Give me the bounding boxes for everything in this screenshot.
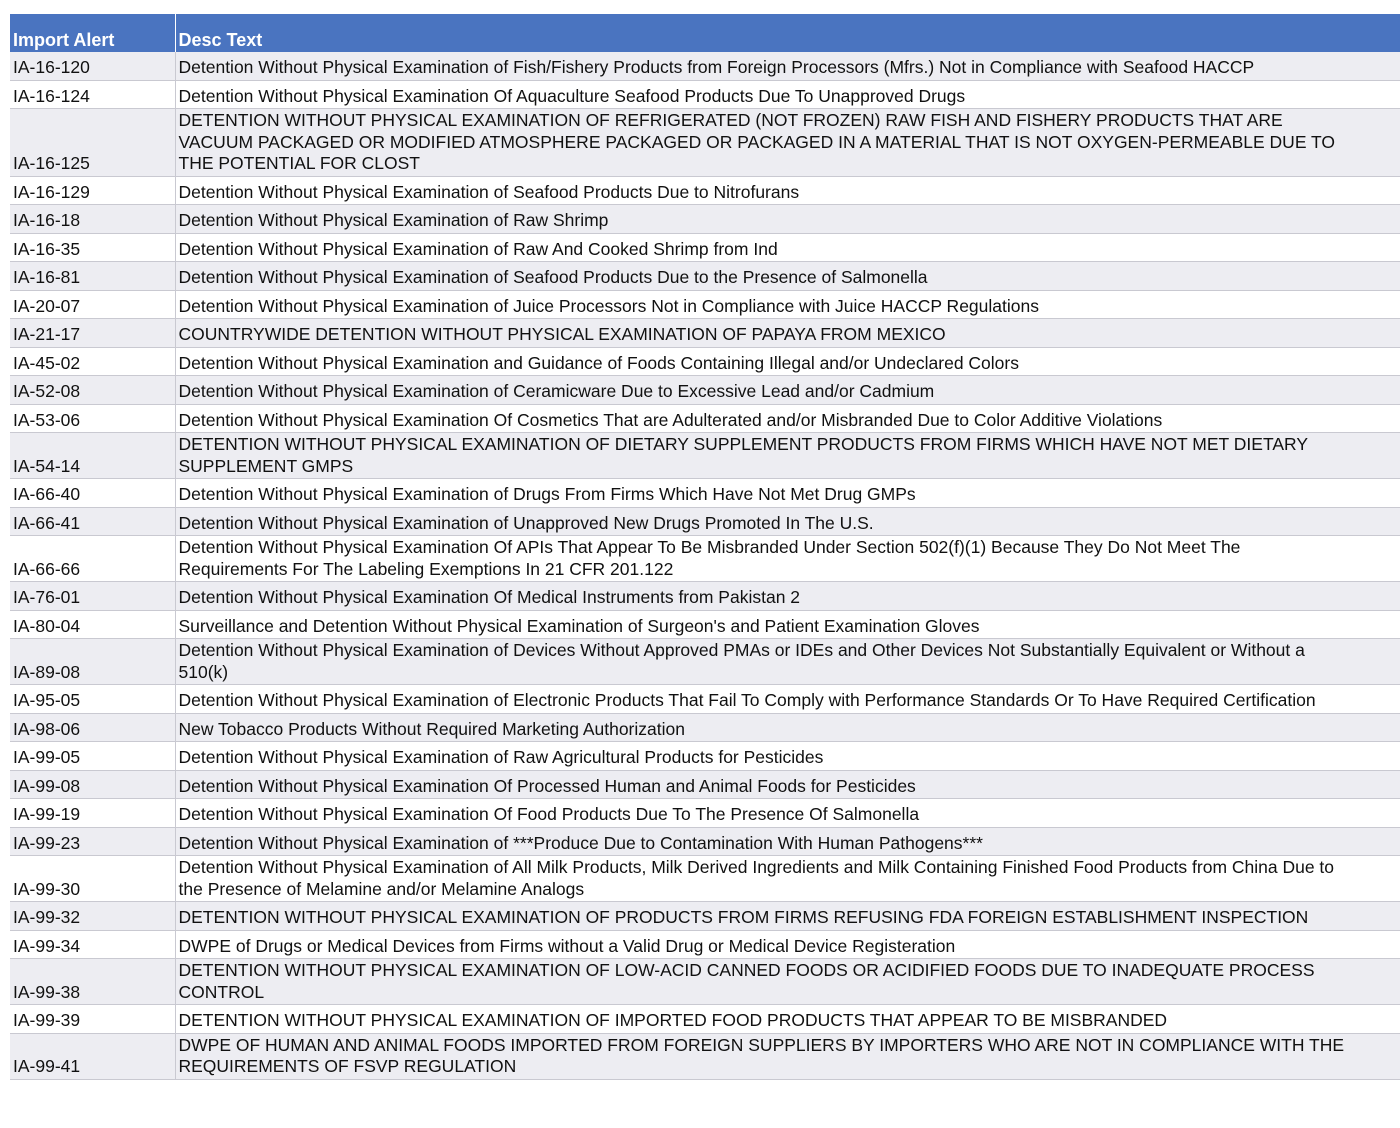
table-row <box>10 770 1400 799</box>
desc-text-cell[interactable]: COUNTRYWIDE DETENTION WITHOUT PHYSICAL EXAMINATION OF PAPAYA FROM MEXICO <box>175 319 1400 348</box>
import-alert-cell[interactable]: IA-45-02 <box>10 347 175 376</box>
table-row <box>10 1033 1400 1079</box>
import-alert-cell[interactable]: IA-21-17 <box>10 319 175 348</box>
import-alert-cell[interactable]: IA-99-32 <box>10 902 175 931</box>
table-row <box>10 52 1400 80</box>
desc-text-cell[interactable]: DETENTION WITHOUT PHYSICAL EXAMINATION OF LOW-ACID CANNED FOODS OR ACIDIFIED FOODS DUE TO INADEQUATE PROCESS CONTROL <box>175 959 1400 1005</box>
table-row <box>10 685 1400 714</box>
desc-text-cell[interactable]: Detention Without Physical Examination of ***Produce Due to Contamination With Human Pathogens*** <box>175 827 1400 856</box>
table-row <box>10 176 1400 205</box>
import-alert-cell[interactable]: IA-20-07 <box>10 290 175 319</box>
table-row <box>10 290 1400 319</box>
import-alert-cell[interactable]: IA-99-05 <box>10 742 175 771</box>
table-row <box>10 404 1400 433</box>
import-alert-cell[interactable]: IA-54-14 <box>10 433 175 479</box>
import-alert-cell[interactable]: IA-16-18 <box>10 205 175 234</box>
table-row <box>10 376 1400 405</box>
desc-text-cell[interactable]: Detention Without Physical Examination of Juice Processors Not in Compliance with Juice HACCP Regulations <box>175 290 1400 319</box>
desc-text-cell[interactable]: Detention Without Physical Examination Of Processed Human and Animal Foods for Pesticides <box>175 770 1400 799</box>
table-row <box>10 433 1400 479</box>
table-row <box>10 109 1400 177</box>
table-row <box>10 713 1400 742</box>
desc-text-cell[interactable]: DETENTION WITHOUT PHYSICAL EXAMINATION OF IMPORTED FOOD PRODUCTS THAT APPEAR TO BE MISBRANDED <box>175 1005 1400 1034</box>
import-alert-cell[interactable]: IA-99-39 <box>10 1005 175 1034</box>
table-row <box>10 930 1400 959</box>
table-row <box>10 536 1400 582</box>
desc-text-cell[interactable]: DETENTION WITHOUT PHYSICAL EXAMINATION OF PRODUCTS FROM FIRMS REFUSING FDA FOREIGN ESTABLISHMENT INSPECTION <box>175 902 1400 931</box>
desc-text-cell[interactable]: DETENTION WITHOUT PHYSICAL EXAMINATION OF REFRIGERATED (NOT FROZEN) RAW FISH AND FISHERY PRODUCTS THAT ARE VACUUM PACKAGED OR MODIFIED ATMOSPHERE PACKAGED OR PACKAGED IN A MATERIAL THAT IS NOT OXYGEN-PERMEABLE DUE TO THE POTENTIAL FOR CLOST <box>175 109 1400 177</box>
desc-text-cell[interactable]: Detention Without Physical Examination of Ceramicware Due to Excessive Lead and/or Cadmium <box>175 376 1400 405</box>
desc-text-cell[interactable]: DETENTION WITHOUT PHYSICAL EXAMINATION OF DIETARY SUPPLEMENT PRODUCTS FROM FIRMS WHICH HAVE NOT MET DIETARY SUPPLEMENT GMPS <box>175 433 1400 479</box>
desc-text-cell[interactable]: DWPE OF HUMAN AND ANIMAL FOODS IMPORTED FROM FOREIGN SUPPLIERS BY IMPORTERS WHO ARE NOT IN COMPLIANCE WITH THE REQUIREMENTS OF FSVP REGULATION <box>175 1033 1400 1079</box>
desc-text-cell[interactable]: Detention Without Physical Examination Of Food Products Due To The Presence Of Salmonella <box>175 799 1400 828</box>
import-alert-cell[interactable]: IA-16-125 <box>10 109 175 177</box>
table-row <box>10 319 1400 348</box>
table-row <box>10 959 1400 1005</box>
desc-text-cell[interactable]: Detention Without Physical Examination of Electronic Products That Fail To Comply with Performance Standards Or To Have Required Certification <box>175 685 1400 714</box>
desc-text-cell[interactable]: Detention Without Physical Examination of Drugs From Firms Which Have Not Met Drug GMPs <box>175 479 1400 508</box>
import-alert-cell[interactable]: IA-16-129 <box>10 176 175 205</box>
desc-text-cell[interactable]: Detention Without Physical Examination of Raw And Cooked Shrimp from Ind <box>175 233 1400 262</box>
table-row <box>10 582 1400 611</box>
desc-text-cell[interactable]: Detention Without Physical Examination Of APIs That Appear To Be Misbranded Under Section 502(f)(1) Because They Do Not Meet The Requirements For The Labeling Exemptions In 21 CFR 201.122 <box>175 536 1400 582</box>
desc-text-cell[interactable]: New Tobacco Products Without Required Marketing Authorization <box>175 713 1400 742</box>
table-row <box>10 1005 1400 1034</box>
desc-text-cell[interactable]: Detention Without Physical Examination of Devices Without Approved PMAs or IDEs and Other Devices Not Substantially Equivalent or Without a 510(k) <box>175 639 1400 685</box>
desc-text-cell[interactable]: Surveillance and Detention Without Physical Examination of Surgeon's and Patient Examination Gloves <box>175 610 1400 639</box>
table-row <box>10 902 1400 931</box>
spreadsheet <box>10 14 1400 1080</box>
import-alert-cell[interactable]: IA-66-66 <box>10 536 175 582</box>
desc-text-cell[interactable]: Detention Without Physical Examination of All Milk Products, Milk Derived Ingredients and Milk Containing Finished Food Products from China Due to the Presence of Melamine and/or Melamine Analogs <box>175 856 1400 902</box>
desc-text-cell[interactable]: Detention Without Physical Examination Of Aquaculture Seafood Products Due To Unapproved Drugs <box>175 80 1400 109</box>
desc-text-cell[interactable]: Detention Without Physical Examination of Raw Agricultural Products for Pesticides <box>175 742 1400 771</box>
desc-text-cell[interactable]: Detention Without Physical Examination of Unapproved New Drugs Promoted In The U.S. <box>175 507 1400 536</box>
import-alert-cell[interactable]: IA-52-08 <box>10 376 175 405</box>
import-alert-cell[interactable]: IA-99-23 <box>10 827 175 856</box>
import-alert-cell[interactable]: IA-16-124 <box>10 80 175 109</box>
table-row <box>10 827 1400 856</box>
table-row <box>10 610 1400 639</box>
table-row <box>10 262 1400 291</box>
desc-text-cell[interactable]: Detention Without Physical Examination Of Cosmetics That are Adulterated and/or Misbranded Due to Color Additive Violations <box>175 404 1400 433</box>
import-alert-cell[interactable]: IA-99-19 <box>10 799 175 828</box>
table-row <box>10 80 1400 109</box>
import-alert-cell[interactable]: IA-99-41 <box>10 1033 175 1079</box>
desc-text-cell[interactable]: Detention Without Physical Examination of Raw Shrimp <box>175 205 1400 234</box>
table-row <box>10 233 1400 262</box>
import-alert-cell[interactable]: IA-16-35 <box>10 233 175 262</box>
desc-text-cell[interactable]: Detention Without Physical Examination and Guidance of Foods Containing Illegal and/or Undeclared Colors <box>175 347 1400 376</box>
table-row <box>10 507 1400 536</box>
table-row <box>10 639 1400 685</box>
table-row <box>10 856 1400 902</box>
import-alert-cell[interactable]: IA-16-120 <box>10 52 175 80</box>
import-alert-cell[interactable]: IA-99-38 <box>10 959 175 1005</box>
import-alert-cell[interactable]: IA-66-40 <box>10 479 175 508</box>
import-alert-cell[interactable]: IA-16-81 <box>10 262 175 291</box>
table-row <box>10 799 1400 828</box>
import-alert-cell[interactable]: IA-76-01 <box>10 582 175 611</box>
import-alert-cell[interactable]: IA-98-06 <box>10 713 175 742</box>
column-header-import-alert[interactable]: Import Alert <box>10 14 175 52</box>
desc-text-cell[interactable]: Detention Without Physical Examination of Seafood Products Due to the Presence of Salmonella <box>175 262 1400 291</box>
column-header-desc-text[interactable]: Desc Text <box>175 14 1400 52</box>
import-alert-cell[interactable]: IA-99-08 <box>10 770 175 799</box>
table-row <box>10 205 1400 234</box>
import-alert-table <box>10 14 1400 1080</box>
desc-text-cell[interactable]: Detention Without Physical Examination Of Medical Instruments from Pakistan 2 <box>175 582 1400 611</box>
import-alert-cell[interactable]: IA-99-30 <box>10 856 175 902</box>
table-body <box>10 52 1400 1079</box>
header-row <box>10 14 1400 52</box>
import-alert-cell[interactable]: IA-53-06 <box>10 404 175 433</box>
table-row <box>10 347 1400 376</box>
import-alert-cell[interactable]: IA-80-04 <box>10 610 175 639</box>
import-alert-cell[interactable]: IA-95-05 <box>10 685 175 714</box>
desc-text-cell[interactable]: DWPE of Drugs or Medical Devices from Firms without a Valid Drug or Medical Device Registeration <box>175 930 1400 959</box>
desc-text-cell[interactable]: Detention Without Physical Examination of Seafood Products Due to Nitrofurans <box>175 176 1400 205</box>
desc-text-cell[interactable]: Detention Without Physical Examination of Fish/Fishery Products from Foreign Processors (Mfrs.) Not in Compliance with Seafood HACCP <box>175 52 1400 80</box>
import-alert-cell[interactable]: IA-66-41 <box>10 507 175 536</box>
import-alert-cell[interactable]: IA-99-34 <box>10 930 175 959</box>
table-row <box>10 479 1400 508</box>
import-alert-cell[interactable]: IA-89-08 <box>10 639 175 685</box>
table-row <box>10 742 1400 771</box>
